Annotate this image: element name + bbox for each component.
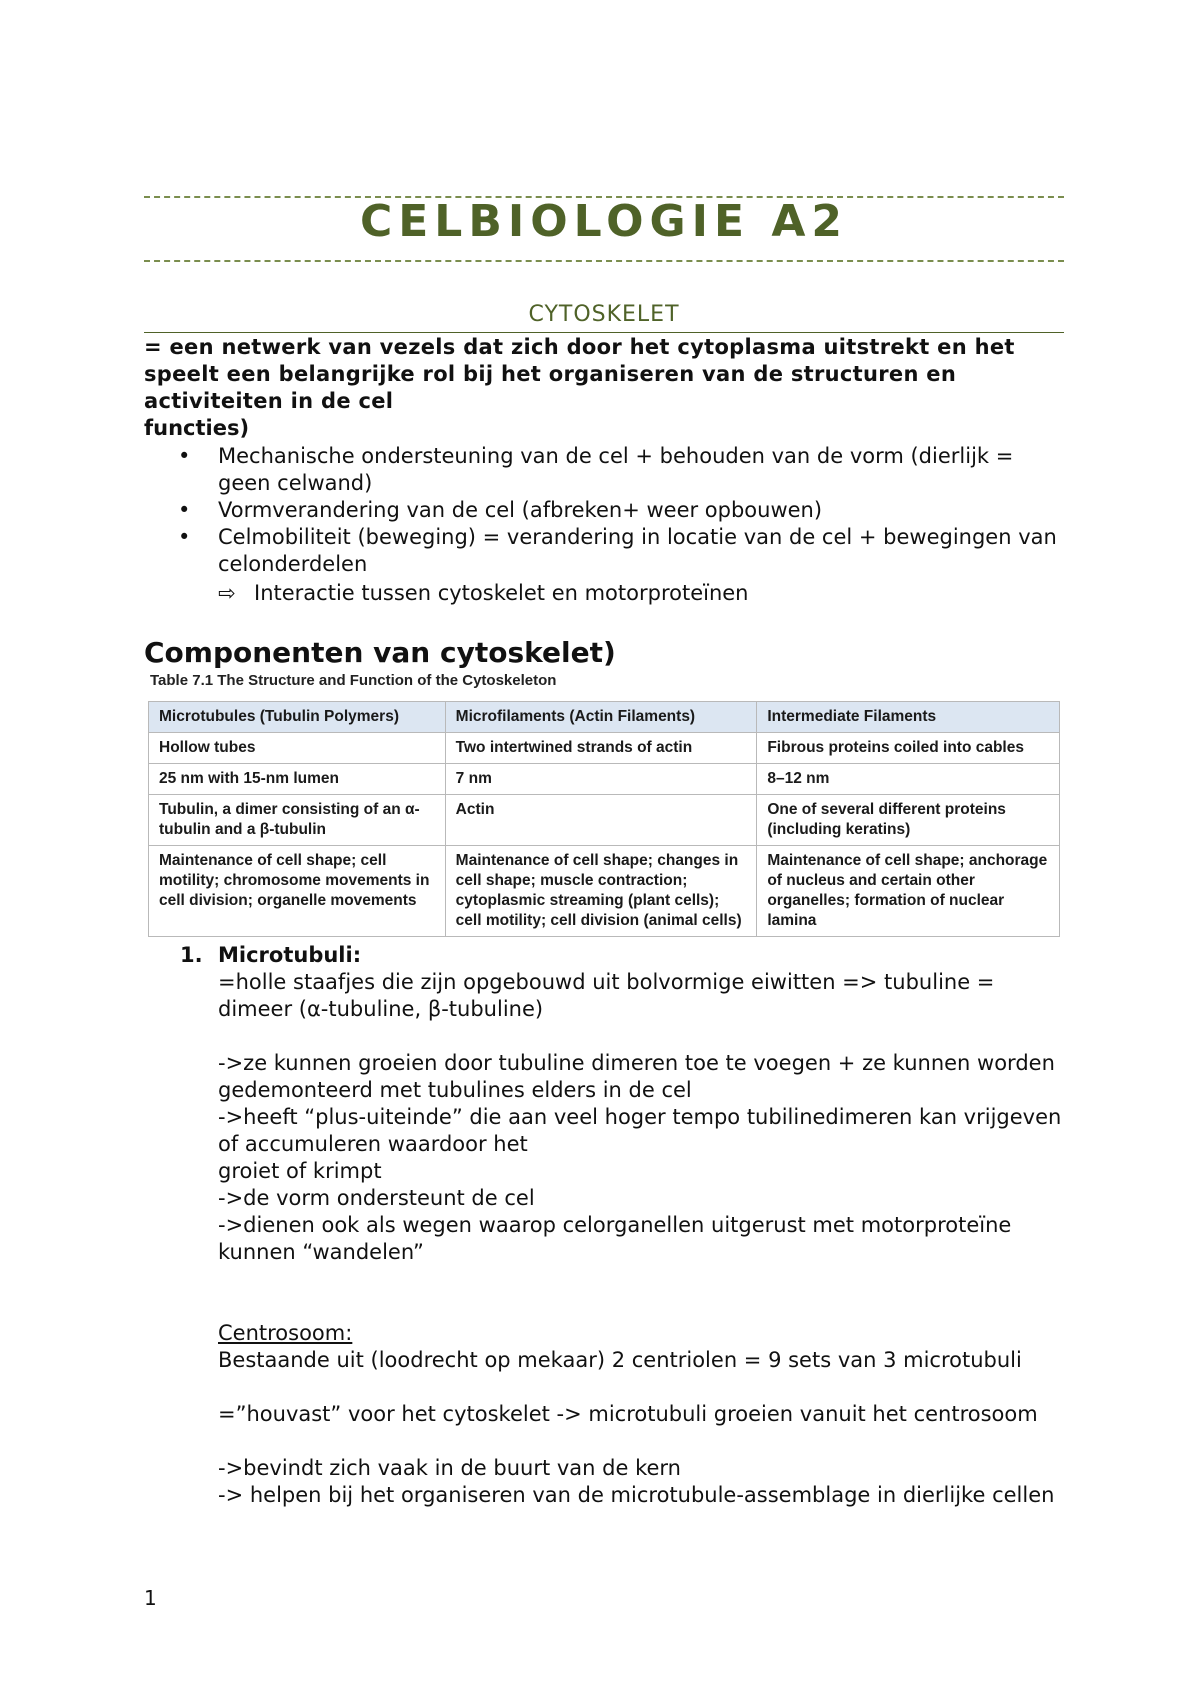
- list-item-text: Vormverandering van de cel (afbreken+ weer opbouwen): [218, 498, 823, 522]
- arrow-right-icon: ⇨: [218, 581, 236, 605]
- section-divider: [144, 332, 1064, 333]
- definition-text: = een netwerk van vezels dat zich door het cytoplasma uitstrekt en het speelt een belangrijke rol bij het organiseren van de structuren en activiteiten in de cel: [144, 335, 1015, 413]
- paragraph: ->dienen ook als wegen waarop celorganellen uitgerust met motorproteïne kunnen “wandelen”: [218, 1213, 1012, 1264]
- table-cell: Two intertwined strands of actin: [445, 733, 757, 764]
- title-rule-bottom: [144, 260, 1064, 262]
- paragraph: -> helpen bij het organiseren van de microtubule-assemblage in dierlijke cellen: [218, 1483, 1055, 1507]
- table-header-cell: Microtubules (Tubulin Polymers): [149, 702, 446, 733]
- section-title: CYTOSKELET: [528, 302, 680, 327]
- paragraph: Bestaande uit (loodrecht op mekaar) 2 centriolen = 9 sets van 3 microtubuli: [218, 1348, 1022, 1372]
- paragraph: =”houvast” voor het cytoskelet -> microtubuli groeien vanuit het centrosoom: [218, 1402, 1038, 1426]
- microtubuli-heading-text: Microtubuli:: [218, 943, 362, 967]
- bullet-icon: •: [178, 444, 191, 468]
- centrosoom-label: Centrosoom:: [218, 1321, 353, 1345]
- table-header-row: [149, 702, 1060, 733]
- list-item: [178, 497, 1068, 524]
- bullet-icon: •: [178, 498, 191, 522]
- table-header-cell: Intermediate Filaments: [757, 702, 1060, 733]
- paragraph: groiet of krimpt: [218, 1159, 382, 1183]
- paragraph: ->heeft “plus-uiteinde” die aan veel hoger tempo tubilinedimeren kan vrijgeven of accumuleren waardoor het: [218, 1105, 1062, 1156]
- table-cell: Actin: [445, 795, 757, 846]
- paragraph: =holle staafjes die zijn opgebouwd uit bolvormige eiwitten => tubuline = dimeer (α-tubuline, β-tubuline): [218, 970, 995, 1021]
- table-cell: 8–12 nm: [757, 764, 1060, 795]
- document-title: CELBIOLOGIE A2: [359, 196, 849, 247]
- components-heading: Componenten van cytoskelet): [144, 636, 616, 669]
- table-row: [149, 795, 1060, 846]
- table-cell: Tubulin, a dimer consisting of an α-tubulin and a β-tubulin: [149, 795, 446, 846]
- table-cell: Maintenance of cell shape; anchorage of nucleus and certain other organelles; formation of nuclear lamina: [757, 846, 1060, 937]
- table-cell: 25 nm with 15-nm lumen: [149, 764, 446, 795]
- microtubuli-heading: [180, 942, 361, 969]
- arrow-note-text: Interactie tussen cytoskelet en motorproteïnen: [254, 581, 749, 605]
- table-row: [149, 846, 1060, 937]
- table-header-cell: Microfilaments (Actin Filaments): [445, 702, 757, 733]
- paragraph: ->de vorm ondersteunt de cel: [218, 1186, 535, 1210]
- table-row: [149, 764, 1060, 795]
- table-cell: Fibrous proteins coiled into cables: [757, 733, 1060, 764]
- arrow-note: [218, 580, 749, 607]
- functies-list: [178, 443, 1068, 578]
- list-item: [178, 524, 1068, 578]
- list-item-text: Celmobiliteit (beweging) = verandering in locatie van de cel + bewegingen van celonderdelen: [218, 525, 1057, 576]
- table-cell: 7 nm: [445, 764, 757, 795]
- list-number: 1.: [180, 943, 203, 967]
- cytoskeleton-table: [148, 701, 1060, 937]
- table-cell: Maintenance of cell shape; cell motility; chromosome movements in cell division; organelle movements: [149, 846, 446, 937]
- bullet-icon: •: [178, 525, 191, 549]
- functies-label: functies): [144, 416, 250, 440]
- table-cell: One of several different proteins (including keratins): [757, 795, 1060, 846]
- paragraph: ->bevindt zich vaak in de buurt van de kern: [218, 1456, 681, 1480]
- list-item-text: Mechanische ondersteuning van de cel + behouden van de vorm (dierlijk = geen celwand): [218, 444, 1014, 495]
- paragraph: ->ze kunnen groeien door tubuline dimeren toe te voegen + ze kunnen worden gedemonteerd met tubulines elders in de cel: [218, 1051, 1055, 1102]
- table-cell: Hollow tubes: [149, 733, 446, 764]
- page-number: 1: [144, 1586, 157, 1610]
- table-cell: Maintenance of cell shape; changes in cell shape; muscle contraction; cytoplasmic streaming (plant cells); cell motility; cell division (animal cells): [445, 846, 757, 937]
- table-caption: Table 7.1 The Structure and Function of the Cytoskeleton: [150, 672, 557, 689]
- list-item: [178, 443, 1068, 497]
- table-row: [149, 733, 1060, 764]
